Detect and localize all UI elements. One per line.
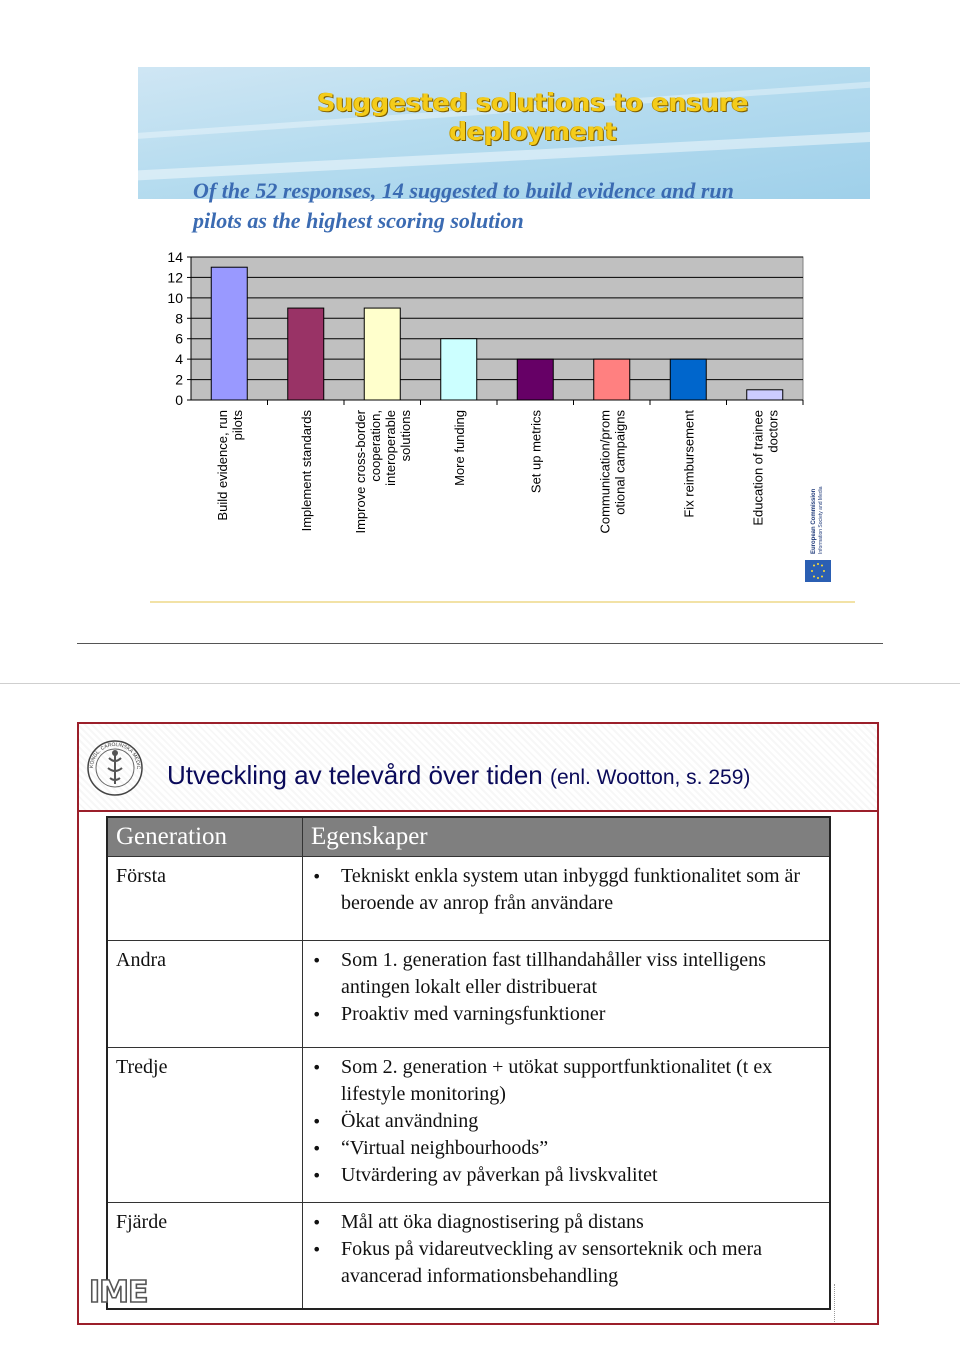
plot-area	[191, 257, 803, 400]
page-separator	[0, 683, 960, 684]
x-tick-label-line: Communication/prom	[597, 410, 613, 534]
x-tick-label-line: Improve cross-border	[352, 410, 368, 534]
bar	[211, 267, 247, 400]
generation-cell: Fjärde	[107, 1203, 303, 1309]
slide-1-title-line-1: Suggested solutions to ensure	[317, 88, 749, 117]
y-tick-label: 2	[175, 371, 183, 388]
properties-cell	[303, 857, 831, 941]
x-tick-label	[299, 410, 314, 532]
table-header-row	[107, 817, 830, 857]
slide-1-bottom-line	[77, 643, 883, 644]
generation-cell: Första	[107, 857, 303, 941]
slide-1-title	[138, 88, 928, 146]
x-tick-label-line: otional campaigns	[612, 410, 628, 515]
table-row	[107, 941, 830, 1048]
properties-cell	[303, 1048, 831, 1203]
generation-cell: Tredje	[107, 1048, 303, 1203]
bar	[288, 308, 324, 400]
list-item: • Utvärdering av påverkan på livskvalitet	[341, 1162, 825, 1189]
eu-logo-text: European Commission	[811, 488, 817, 554]
bar	[517, 359, 553, 400]
seal-text: KONGL. CAROLINSKA MEDIC	[88, 741, 142, 770]
header-generation: Generation	[107, 817, 303, 857]
bar	[441, 339, 477, 400]
slide-2-title	[167, 760, 750, 791]
y-tick-label: 14	[167, 249, 183, 265]
slide-2-title-source: (enl. Wootton, s. 259)	[549, 766, 751, 789]
bar	[747, 390, 783, 400]
x-tick-label-line: Set up metrics	[528, 410, 544, 494]
x-tick-label-line: Education of trainee	[750, 410, 766, 526]
slide-1-title-line-2: deployment	[449, 117, 617, 146]
y-tick-label: 10	[167, 289, 183, 306]
x-tick-label-line: Fix reimbursement	[681, 410, 697, 518]
slide-1-footer-rule	[150, 601, 855, 603]
y-tick-label: 6	[175, 330, 183, 347]
x-tick-label-line: cooperation,	[367, 410, 383, 482]
x-tick-label	[452, 410, 467, 486]
x-tick-label-line: Implement standards	[298, 410, 314, 532]
table-row	[107, 1048, 830, 1203]
list-item: • “Virtual neighbourhoods”	[341, 1135, 825, 1162]
x-tick-label	[681, 410, 696, 518]
x-tick-label	[750, 410, 780, 526]
slide-2-title-main: Utveckling av televård över tiden	[167, 760, 543, 790]
y-tick-label: 8	[175, 310, 183, 327]
list-item: • Fokus på vidareutveckling av sensorteknik och mera avancerad informationsbehandling	[341, 1236, 825, 1290]
ime-logo-text: IME	[89, 1275, 148, 1308]
karolinska-seal-icon	[85, 738, 145, 798]
list-item: • Som 1. generation fast tillhandahåller viss intelligens antingen lokalt eller distribuerat	[341, 947, 825, 1001]
x-tick-label	[353, 409, 413, 533]
slide-1-subtitle	[193, 176, 853, 236]
x-tick-label-line: solutions	[397, 410, 413, 462]
decorative-dots	[834, 1284, 836, 1322]
x-tick-label-line: Build evidence, run	[214, 410, 230, 521]
x-tick-label	[215, 410, 245, 521]
x-tick-label	[528, 410, 543, 494]
list-item: • Som 2. generation + utökat supportfunktionalitet (t ex lifestyle monitoring)	[341, 1054, 825, 1108]
slide-1-subtitle-line-1: Of the 52 responses, 14 suggested to build evidence and run	[193, 178, 734, 203]
x-tick-label	[597, 410, 627, 534]
svg-text:Information Society and Media: Information Society and Media	[818, 486, 824, 554]
slide-2	[77, 722, 879, 1325]
bar	[670, 359, 706, 400]
y-tick-label: 4	[175, 351, 183, 368]
x-tick-label-line: interoperable	[382, 410, 398, 486]
list-item: • Proaktiv med varningsfunktioner	[341, 1001, 825, 1028]
properties-cell	[303, 941, 831, 1048]
slide-1-subtitle-line-2: pilots as the highest scoring solution	[193, 208, 524, 233]
x-tick-label-line: pilots	[229, 410, 245, 441]
list-item: • Ökat användning	[341, 1108, 825, 1135]
bar	[364, 308, 400, 400]
x-tick-label-line: More funding	[451, 410, 467, 486]
table-row	[107, 857, 830, 941]
properties-cell	[303, 1203, 831, 1309]
x-tick-label-line: doctors	[765, 410, 781, 453]
header-egenskaper: Egenskaper	[303, 817, 831, 857]
slide-2-title-rule	[79, 810, 877, 812]
generation-cell: Andra	[107, 941, 303, 1048]
european-commission-logo	[805, 462, 837, 586]
generation-table	[106, 816, 831, 1310]
y-tick-label: 0	[175, 392, 183, 408]
list-item: • Tekniskt enkla system utan inbyggd funktionalitet som är beroende av anrop från användare	[341, 863, 825, 917]
ime-logo	[87, 1272, 153, 1308]
bar	[594, 359, 630, 400]
y-tick-label: 12	[167, 269, 183, 286]
table-row	[107, 1203, 830, 1309]
list-item: • Mål att öka diagnostisering på distans	[341, 1209, 825, 1236]
